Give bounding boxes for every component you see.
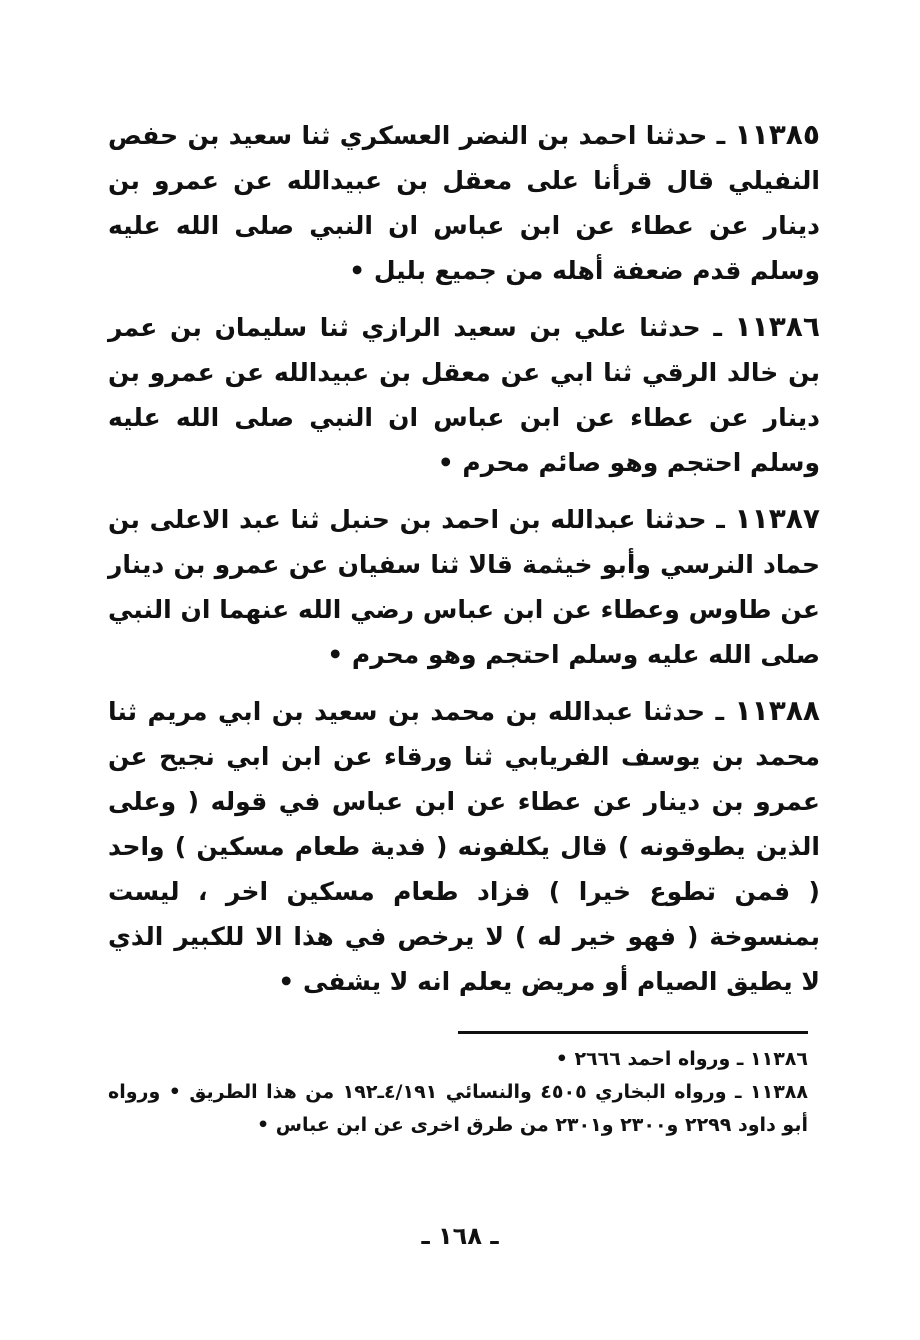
hadith-number: ١١٣٨٨	[734, 694, 820, 727]
hadith-separator: ـ	[716, 121, 726, 150]
hadith-text: حدثنا احمد بن النضر العسكري ثنا سعيد بن حفص النفيلي قال قرأنا على معقل بن عبيدالله عن عمرو بن دينار عن عطاء عن ابن عباس ان النبي صلى الله عليه وسلم قدم ضعفة أهله من جميع بليل •	[108, 121, 820, 285]
hadith-text: حدثنا علي بن سعيد الرازي ثنا سليمان بن عمر بن خالد الرقي ثنا ابي عن معقل بن عبيدالله عن عمرو بن دينار عن عطاء عن ابن عباس ان النبي صلى الله عليه وسلم احتجم وهو صائم محرم •	[108, 313, 820, 477]
hadith-number: ١١٣٨٥	[734, 118, 820, 151]
hadith-number: ١١٣٨٧	[734, 502, 820, 535]
hadith-11387	[108, 496, 820, 677]
footnote-11386: ١١٣٨٦ ـ ورواه احمد ٢٦٦٦ •	[555, 1048, 808, 1070]
hadith-number: ١١٣٨٦	[734, 310, 820, 343]
hadith-separator: ـ	[716, 505, 725, 534]
footnote-divider	[458, 1031, 808, 1034]
page-number: ـ ١٦٨ ـ	[421, 1222, 499, 1250]
hadith-text: حدثنا عبدالله بن محمد بن سعيد بن ابي مريم ثنا محمد بن يوسف الفريابي ثنا ورقاء عن ابن ابي نجيح عن عمرو بن دينار عن عطاء عن ابن عباس في قوله ( وعلى الذين يطوقونه ) قال يكلفونه ( فدية طعام مسكين ) واحد ( فمن تطوع خيرا ) فزاد طعام مسكين اخر ، ليست بمنسوخة ( فهو خير له ) لا يرخص في هذا الا للكبير الذي لا يطيق الصيام أو مريض يعلم انه لا يشفى •	[108, 697, 820, 996]
hadith-separator: ـ	[715, 697, 725, 726]
footnote-11388: ١١٣٨٨ ـ ورواه البخاري ٤٥٠٥ والنسائي ٤/١٩١ـ١٩٢ من هذا الطريق • ورواه أبو داود ٢٢٩٩ و٢٣٠٠ و٢٣٠١ من طرق اخرى عن ابن عباس •	[108, 1081, 808, 1136]
footnotes	[108, 1043, 808, 1142]
hadith-11388	[108, 688, 820, 1004]
hadith-11386	[108, 304, 820, 485]
hadith-separator: ـ	[713, 313, 722, 342]
hadith-11385	[108, 112, 820, 293]
hadith-text: حدثنا عبدالله بن احمد بن حنبل ثنا عبد الاعلى بن حماد النرسي وأبو خيثمة قالا ثنا سفيان عن عمرو بن دينار عن طاوس وعطاء عن ابن عباس رضي الله عنهما ان النبي صلى الله عليه وسلم احتجم وهو محرم •	[108, 505, 820, 669]
